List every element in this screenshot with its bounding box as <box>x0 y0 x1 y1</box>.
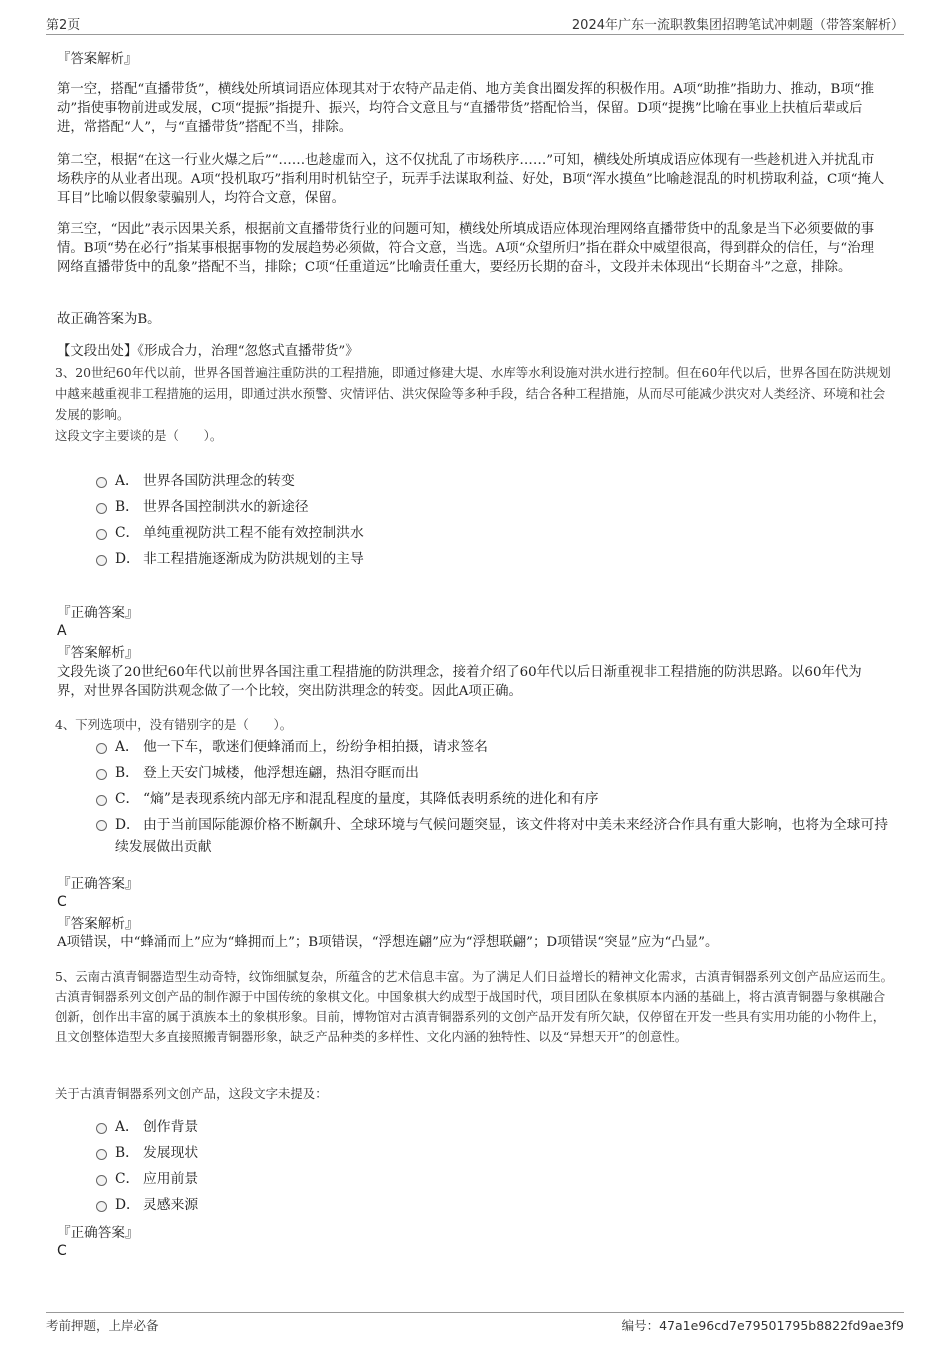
q5-option-d[interactable]: D． 灵感来源 <box>96 1192 896 1218</box>
q5-options <box>96 1114 896 1218</box>
document-id: 编号：47a1e96cd7e79501795b8822fd9ae3f9 <box>621 1318 904 1333</box>
q3-option-a[interactable]: A． 世界各国防洪理念的转变 <box>96 468 896 494</box>
page-footer <box>46 1312 904 1333</box>
q3-correct-answer: A <box>57 623 67 639</box>
q5-correct-label: 『正确答案』 <box>57 1225 139 1241</box>
q2-para2: 第二空，根据“在这一行业火爆之后”“……也趁虚而入，这不仅扰乱了市场秩序……”可知，横线处所填成语应体现有一些趁机进入并扰乱市场秩序的从业者出现。A项“投机取巧”指利用时机钻空子，玩弄手法谋取利益、好处，B项“浑水摸鱼”比喻趁混乱的时机捞取利益，C项“掩人耳目”比喻以假象蒙骗别人，均符合文意，保留。 <box>57 153 885 206</box>
radio-button[interactable] <box>96 769 107 780</box>
q5-option-c[interactable]: C． 应用前景 <box>96 1166 896 1192</box>
page-header <box>46 12 904 35</box>
q3-analysis-label: 『答案解析』 <box>57 645 139 661</box>
page-number: 第2页 <box>46 18 81 33</box>
q3-option-d[interactable]: D． 非工程措施逐渐成为防洪规划的主导 <box>96 546 896 572</box>
radio-button[interactable] <box>96 1201 107 1212</box>
q5-question: 关于古滇青铜器系列文创产品，这段文字未提及： <box>55 1086 328 1101</box>
q2-para1: 第一空，搭配“直播带货”，横线处所填词语应体现其对于农特产品走俏、地方美食出圈发挥的积极作用。A项“助推”指助力、推动，B项“推动”指使事物前进或发展，C项“提振”指提升、振兴，均符合文意且与“直播带货”搭配恰当，保留。D项“提携”比喻在事业上扶植后辈或后进，常搭配“人”，与“直播带货”搭配不当，排除。 <box>57 82 875 135</box>
q4-option-b[interactable]: B． 登上天安门城楼，他浮想连翩，热泪夺眶而出 <box>96 760 896 786</box>
q4-option-d[interactable]: D． 由于当前国际能源价格不断飙升、全球环境与气候问题突显，该文件将对中美未来经济合作具有重大影响，也将为全球可持续发展做出贡献 <box>96 812 896 862</box>
q5-stem: 5、云南古滇青铜器造型生动奇特，纹饰细腻复杂，所蕴含的艺术信息丰富。为了满足人们日益增长的精神文化需求，古滇青铜器系列文创产品应运而生。古滇青铜器系列文创产品的制作源于中国传统的象棋文化。中国象棋大约成型于战国时代，项目团队在象棋原本内涵的基础上，将古滇青铜器与象棋融合创新，创作出丰富的属于滇族本土的象棋形象。目前，博物馆对古滇青铜器系列的文创产品开发有所欠缺，仅停留在开发一些具有实用功能的小物件上，且文创整体造型大多直接照搬青铜器形象，缺乏产品种类的多样性、文化内涵的独特性、以及“异想天开”的创意性。 <box>55 969 894 1044</box>
q2-analysis-label: 『答案解析』 <box>57 52 138 67</box>
radio-button[interactable] <box>96 1175 107 1186</box>
document-title: 2024年广东一流职教集团招聘笔试冲刺题（带答案解析） <box>571 18 904 33</box>
radio-button[interactable] <box>96 1149 107 1160</box>
q2-analysis <box>57 50 887 69</box>
q3-correct-label: 『正确答案』 <box>57 605 139 621</box>
q3-option-c[interactable]: C． 单纯重视防洪工程不能有效控制洪水 <box>96 520 896 546</box>
q4-options <box>96 734 896 862</box>
q2-source: 【文段出处】《形成合力，治理“忽悠式直播带货”》 <box>57 344 359 359</box>
q3-option-b[interactable]: B． 世界各国控制洪水的新途径 <box>96 494 896 520</box>
radio-button[interactable] <box>96 529 107 540</box>
q2-para3: 第三空，“因此”表示因果关系，根据前文直播带货行业的问题可知，横线处所填成语应体现治理网络直播带货中的乱象是当下必须要做的事情。B项“势在必行”指某事根据事物的发展趋势必须做，符合文意，当选。A项“众望所归”指在群众中威望很高，得到群众的信任，与“治理网络直播带货中的乱象”搭配不当，排除；C项“任重道远”比喻责任重大，要经历长期的奋斗，文段并未体现出“长期奋斗”之意，排除。 <box>57 222 875 275</box>
q3-analysis: 文段先谈了20世纪60年代以前世界各国注重工程措施的防洪理念，接着介绍了60年代以后日渐重视非工程措施的防洪思路。以60年代为界，对世界各国防洪观念做了一个比较，突出防洪理念的转变。因此A项正确。 <box>57 665 862 699</box>
q4-option-a[interactable]: A． 他一下车，歌迷们便蜂涌而上，纷纷争相拍摄，请求签名 <box>96 734 896 760</box>
radio-button[interactable] <box>96 555 107 566</box>
radio-button[interactable] <box>96 503 107 514</box>
radio-button[interactable] <box>96 795 107 806</box>
radio-button[interactable] <box>96 1123 107 1134</box>
radio-button[interactable] <box>96 743 107 754</box>
q5-option-b[interactable]: B． 发展现状 <box>96 1140 896 1166</box>
q5-correct-answer: C <box>57 1243 67 1259</box>
q4-analysis: A项错误，中“蜂涌而上”应为“蜂拥而上”；B项错误，“浮想连翩”应为“浮想联翩”；D项错误“突显”应为“凸显”。 <box>57 935 719 950</box>
q4-correct-answer: C <box>57 894 67 910</box>
footer-slogan: 考前押题，上岸必备 <box>46 1318 159 1333</box>
q3-stem: 3、20世纪60年代以前，世界各国普遍注重防洪的工程措施，即通过修建大堤、水库等水利设施对洪水进行控制。但在60年代以后，世界各国在防洪规划中越来越重视非工程措施的运用，即通过洪水预警、灾情评估、洪灾保险等多种手段，结合各种工程措施，从而尽可能减少洪灾对人类经济、环境和社会发展的影响。 这段文字主要谈的是（ ）。 <box>55 362 895 446</box>
q4-analysis-label: 『答案解析』 <box>57 916 139 932</box>
radio-button[interactable] <box>96 477 107 488</box>
q3-question: 这段文字主要谈的是（ ）。 <box>55 428 223 443</box>
radio-button[interactable] <box>96 820 107 831</box>
q4-stem: 4、下列选项中，没有错别字的是（ ）。 <box>55 717 293 732</box>
q3-options <box>96 468 896 572</box>
q5-option-a[interactable]: A． 创作背景 <box>96 1114 896 1140</box>
q4-correct-label: 『正确答案』 <box>57 876 139 892</box>
q2-conclusion: 故正确答案为B。 <box>57 312 161 327</box>
q4-option-c[interactable]: C． “熵”是表现系统内部无序和混乱程度的量度，其降低表明系统的进化和有序 <box>96 786 896 812</box>
